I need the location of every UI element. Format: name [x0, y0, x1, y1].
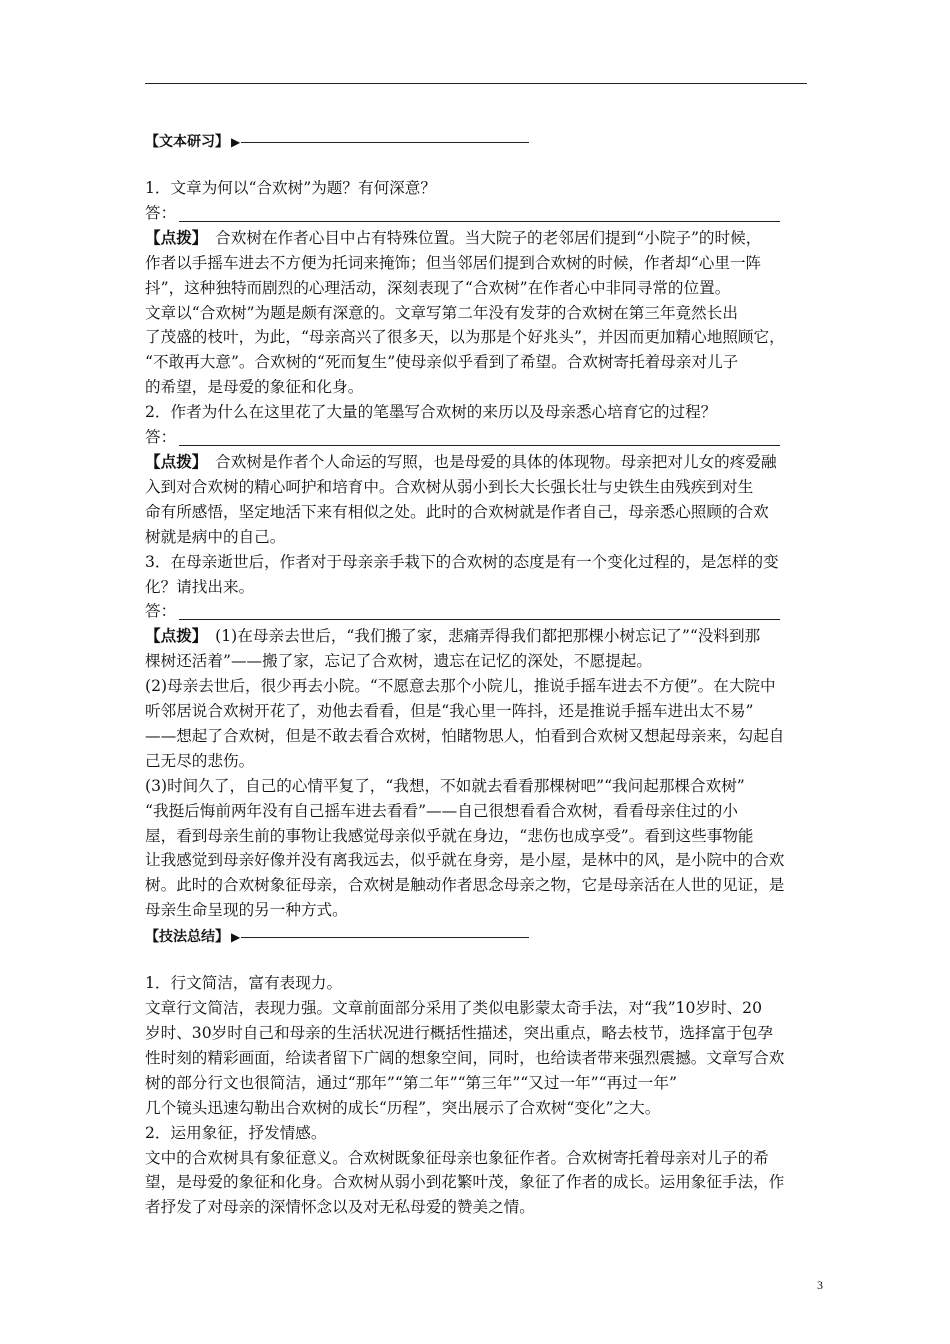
answer-label: 答：: [145, 428, 177, 447]
answer-blank: [179, 602, 780, 620]
hint-line: “不敢再大意”。合欢树的“死而复生”使母亲似乎看到了希望。合欢树寄托着母亲对儿子: [145, 353, 739, 372]
hint-line: 了茂盛的枝叶，为此，“母亲高兴了很多天，以为那是个好兆头”，并因而更加精心地照顾它，: [145, 328, 785, 347]
hint-line: 入到对合欢树的精心呵护和培育中。合欢树从弱小到长大长强长壮与史铁生由残疾到对生: [145, 477, 754, 496]
question-3: 3．在母亲逝世后，作者对于母亲亲手栽下的合欢树的态度是有一个变化过程的，是怎样的变: [145, 552, 779, 571]
hint-line: 树。此时的合欢树象征母亲，合欢树是触动作者思念母亲之物，它是母亲活在人世的见证，是: [145, 876, 785, 895]
hint-line: 听邻居说合欢树开花了，劝他去看看，但是“我心里一阵抖，还是推说手摇车进出太不易”: [145, 702, 754, 721]
hint-1: [145, 226, 807, 251]
question-1: 1．文章为何以“合欢树”为题？有何深意？: [145, 179, 436, 197]
answer-label: 答：: [145, 203, 177, 222]
hint-3: [145, 624, 807, 649]
hint-line: (2)母亲去世后，很少再去小院。“不愿意去那个小院儿，推说手摇车进去不方便”。在大院中: [145, 677, 776, 696]
answer-blank: [179, 204, 780, 222]
hint-line: 的希望，是母爱的象征和化身。: [145, 378, 364, 397]
hint-label: 【点拨】: [145, 228, 200, 247]
summary-line: 树的部分行文也很简洁，通过“那年”“第二年”“第三年”“又过一年”“再过一年”: [145, 1073, 677, 1092]
summary-line: 文中的合欢树具有象征意义。合欢树既象征母亲也象征作者。合欢树寄托着母亲对儿子的希: [145, 1148, 769, 1167]
page-content: [145, 128, 807, 1220]
hint-line: 文章以“合欢树”为题是颇有深意的。文章写第二年没有发芽的合欢树在第三年竟然长出: [145, 303, 738, 322]
hint-line: 抖”，这种独特而剧烈的心理活动，深刻表现了“合欢树”在作者心中非同寻常的位置。: [145, 278, 731, 297]
answer-line-1: [145, 201, 807, 226]
summary-line: 几个镜头迅速勾勒出合欢树的成长“历程”，突出展示了合欢树“变化”之大。: [145, 1098, 661, 1117]
summary-line: 文章行文简洁，表现力强。文章前面部分采用了类似电影蒙太奇手法，对“我”10岁时、20: [145, 999, 763, 1018]
hint-line: ——想起了合欢树，但是不敢去看合欢树，怕睹物思人，怕看到合欢树又想起母亲来，勾起自: [145, 726, 785, 745]
hint-2: [145, 450, 807, 475]
triangle-right-icon: ▶: [231, 134, 241, 149]
summary-point-1: 1．行文简洁，富有表现力。: [145, 974, 343, 993]
answer-blank: [179, 428, 780, 446]
question-3-cont: 化？请找出来。: [145, 577, 255, 596]
hint-line: 己无尽的悲伤。: [145, 751, 255, 770]
triangle-right-icon: ▶: [231, 929, 241, 944]
summary-line: 望，是母爱的象征和化身。合欢树从弱小到花繁叶茂，象征了作者的成长。运用象征手法，作: [145, 1173, 785, 1192]
heading-rule: [241, 937, 529, 938]
hint-line: (3)时间久了，自己的心情平复了，“我想，不如就去看看那棵树吧”“我问起那棵合欢树”: [145, 776, 745, 795]
hint-line: 作者以手摇车进去不方便为托词来掩饰；但当邻居们提到合欢树的时候，作者却“心里一阵: [145, 253, 762, 272]
answer-line-2: [145, 425, 807, 450]
hint-line: (1)在母亲去世后，“我们搬了家，悲痛弄得我们都把那棵小树忘记了”“没料到那: [199, 627, 761, 646]
hint-line: 命有所感悟，坚定地活下来有相似之处。此时的合欢树就是作者自己，母亲悉心照顾的合欢: [145, 502, 769, 521]
section-title: 【文本研习】: [145, 133, 229, 150]
summary-point-2: 2．运用象征，抒发情感。: [145, 1123, 327, 1142]
heading-rule: [241, 142, 529, 143]
hint-line: 屋，看到母亲生前的事物让我感觉母亲似乎就在身边，“悲伤也成享受”。看到这些事物能: [145, 826, 754, 845]
hint-line: 合欢树是作者个人命运的写照，也是母爱的具体的体现物。母亲把对儿女的疼爱融: [199, 452, 777, 471]
hint-label: 【点拨】: [145, 627, 200, 646]
header-rule: [145, 83, 807, 84]
hint-line: 母亲生命呈现的另一种方式。: [145, 901, 348, 920]
page-number: 3: [817, 1278, 823, 1292]
hint-label: 【点拨】: [145, 452, 200, 471]
hint-line: “我挺后悔前两年没有自己摇车进去看看”——自己很想看看合欢树，看看母亲住过的小: [145, 801, 738, 820]
hint-line: 合欢树在作者心目中占有特殊位置。当大院子的老邻居们提到“小院子”的时候，: [199, 228, 762, 247]
summary-line: 性时刻的精彩画面，给读者留下广阔的想象空间，同时，也给读者带来强烈震撼。文章写合欢: [145, 1048, 785, 1067]
question-2: 2．作者为什么在这里花了大量的笔墨写合欢树的来历以及母亲悉心培育它的过程？: [145, 403, 717, 422]
summary-line: 岁时、30岁时自己和母亲的生活状况进行概括性描述，突出重点，略去枝节，选择富于包孕: [145, 1024, 773, 1042]
section-title: 【技法总结】: [145, 928, 229, 945]
hint-line: 树就是病中的自己。: [145, 527, 286, 546]
answer-label: 答：: [145, 602, 177, 621]
hint-line: 棵树还活着”——搬了家，忘记了合欢树，遗忘在记忆的深处，不愿提起。: [145, 652, 652, 671]
section-heading-technique-summary: [145, 923, 807, 951]
section-heading-text-study: [145, 128, 807, 156]
answer-line-3: [145, 599, 807, 624]
summary-line: 者抒发了对母亲的深情怀念以及对无私母爱的赞美之情。: [145, 1198, 535, 1217]
hint-line: 让我感觉到母亲好像并没有离我远去，似乎就在身旁，是小屋，是林中的风，是小院中的合欢: [145, 851, 785, 870]
